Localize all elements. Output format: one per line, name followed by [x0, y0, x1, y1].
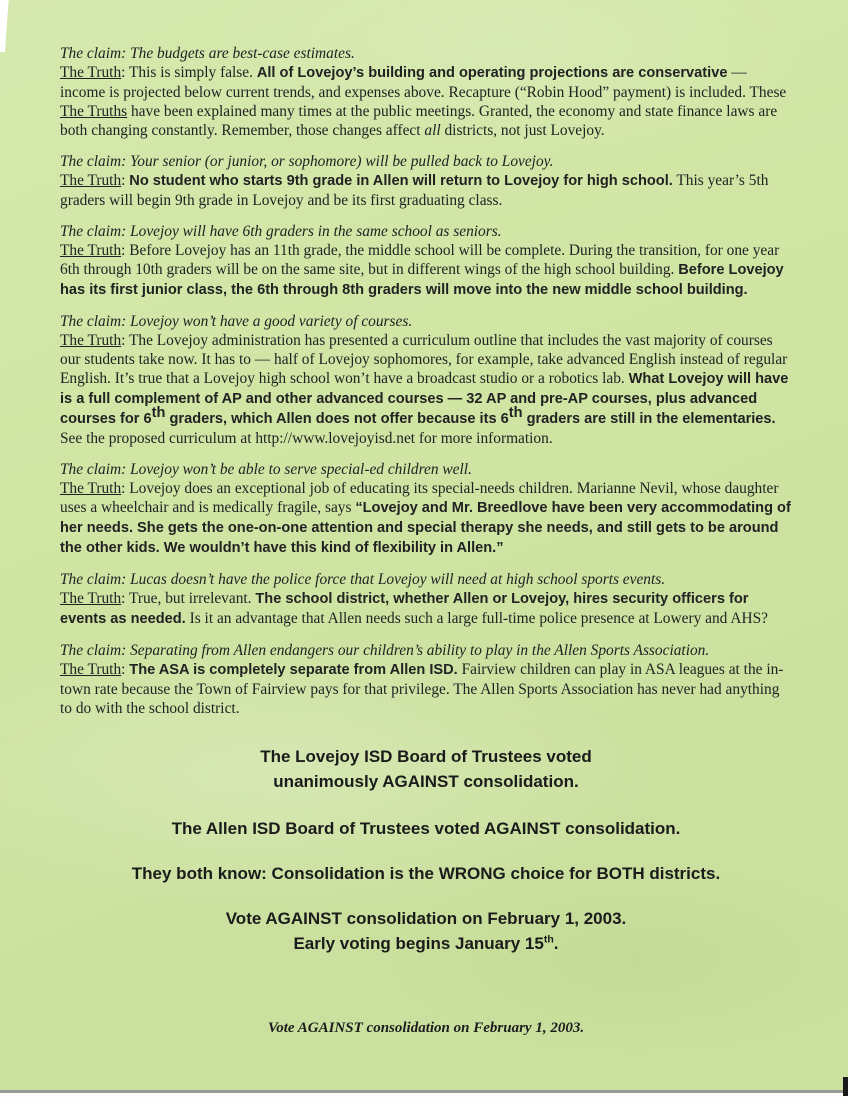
truth-rebuttal — [60, 660, 792, 718]
claim-section — [60, 312, 792, 448]
body-text: : True, but irrelevant. — [121, 590, 256, 607]
body-text: have been explained many times at the public meetings. Granted, the economy and state finance laws are both changing constantly. Remember, those changes affect — [60, 103, 778, 139]
body-text: unanimously AGAINST consolidation. — [273, 772, 579, 791]
claim-statement: The claim: Lovejoy will have 6th graders in the same school as seniors. — [60, 223, 502, 240]
claim-section — [60, 222, 792, 300]
emphasis-text: All of Lovejoy’s building and operating projections are conservative — [256, 65, 728, 81]
truth-rebuttal — [60, 171, 792, 210]
truth-rebuttal — [60, 63, 792, 140]
body-text: all — [424, 122, 441, 139]
body-text: : Lovejoy does an exceptional job of educating its special-needs children. Marianne Nevil, whose daughter uses a wheelchair and is medically fragile, says — [60, 480, 779, 516]
body-text: The Allen ISD Board of Trustees voted AGAINST consolidation. — [171, 819, 681, 838]
headline-1 — [60, 744, 792, 794]
footer-slogan: Vote AGAINST consolidation on February 1, 2003. — [267, 1020, 585, 1036]
scan-artifact-corner — [843, 1077, 848, 1096]
claim-section — [60, 570, 792, 629]
scan-edge-bottom — [0, 1093, 848, 1104]
body-text: — income is projected below current trends, and expenses above. Recapture (“Robin Hood” payment) is included. These — [60, 64, 787, 101]
body-text: : Before Lovejoy has an 11th grade, the middle school will be complete. During the transition, for one year 6th through 10th graders will be on the same site, but in different wings of the high school building. — [60, 242, 780, 278]
emphasis-text: The ASA is completely separate from Allen ISD. — [129, 662, 458, 678]
headline-3 — [60, 861, 792, 886]
claims-list — [60, 44, 792, 718]
headline-line — [60, 744, 792, 769]
headline-2 — [60, 816, 792, 841]
truth-label: The Truth — [60, 590, 122, 607]
body-text: See the proposed curriculum at http://www.lovejoyisd.net for more information. — [60, 430, 553, 447]
truth-label: The Truth — [60, 480, 122, 497]
emphasis-text: Before Lovejoy has its first junior class, the 6th through 8th graders will move into the new middle school building. — [60, 262, 784, 298]
headline-line — [60, 931, 792, 956]
body-text: Vote AGAINST consolidation on February 1, 2003. — [225, 909, 627, 928]
truth-rebuttal — [60, 331, 792, 448]
headline-line — [60, 906, 792, 931]
emphasis-text: “Lovejoy and Mr. Breedlove have been very accommodating of her needs. She gets the one-on-one attention and special therapy she needs, and still gets to be around the other kids. We wouldn’t have this kind of flexibility in Allen.” — [60, 500, 791, 556]
body-text: th — [543, 933, 554, 946]
claim-statement: The claim: Lucas doesn’t have the police force that Lovejoy will need at high school sports events. — [60, 571, 666, 588]
body-text: The Lovejoy ISD Board of Trustees voted — [260, 747, 592, 766]
truth-label: The Truth — [60, 172, 122, 189]
emphasis-text: graders, which Allen does not offer because its 6 — [165, 411, 509, 427]
body-text: districts, not just Lovejoy. — [440, 122, 605, 139]
headline-4 — [60, 906, 792, 956]
claim-section — [60, 641, 792, 718]
truth-label: The Truth — [60, 242, 122, 259]
claim-section — [60, 44, 792, 140]
claim-statement: The claim: The budgets are best-case estimates. — [60, 45, 355, 62]
emphasis-text: The school district, whether Allen or Lovejoy, hires security officers for events as needed. — [60, 591, 749, 627]
truth-label: The Truth — [60, 332, 122, 349]
claim-section — [60, 460, 792, 558]
body-text: Is it an advantage that Allen needs such a large full-time police presence at Lowery and AHS? — [185, 610, 768, 627]
emphasis-text: What Lovejoy will have is a full complement of AP and other advanced courses — 32 AP and pre-AP courses, plus advanced courses for 6 — [60, 371, 789, 427]
emphasis-text: th — [151, 404, 166, 421]
body-text: They both know: Consolidation is the WRONG choice for BOTH districts. — [131, 864, 721, 883]
claim-statement: The claim: Lovejoy won’t have a good variety of courses. — [60, 313, 413, 330]
claim-statement: The claim: Separating from Allen endangers our children’s ability to play in the Allen Sports Association. — [60, 642, 710, 659]
body-text: : — [121, 661, 130, 678]
body-text: Fairview children can play in ASA leagues at the in-town rate because the Town of Fairview pays for that privilege. The Allen Sports Association has never had anything to do with the school district. — [60, 661, 784, 717]
truth-label: The Truth — [60, 661, 122, 678]
truth-rebuttal — [60, 589, 792, 629]
body-text: : The Lovejoy administration has presented a curriculum outline that includes the vast majority of courses our students take now. It has to — half of Lovejoy sophomores, for example, take advanced English instead of regular English. It’s true that a Lovejoy high school won’t have a broadcast studio or a robotics lab. — [60, 332, 788, 387]
claim-statement: The claim: Your senior (or junior, or sophomore) will be pulled back to Lovejoy. — [60, 153, 554, 170]
headline-line — [60, 861, 792, 886]
headline-line — [60, 769, 792, 794]
body-text: . — [553, 934, 559, 953]
emphasis-text: graders are still in the elementaries. — [522, 411, 776, 427]
body-text: : — [121, 172, 130, 189]
body-text: Early voting begins January 15 — [293, 934, 544, 953]
claim-section — [60, 152, 792, 210]
truth-rebuttal — [60, 241, 792, 300]
claim-statement: The claim: Lovejoy won’t be able to serve special-ed children well. — [60, 461, 472, 478]
headline-line — [60, 816, 792, 841]
truth-label: The Truths — [60, 103, 128, 120]
emphasis-text: th — [508, 404, 523, 421]
emphasis-text: No student who starts 9th grade in Allen will return to Lovejoy for high school. — [129, 173, 673, 189]
headlines — [60, 744, 792, 956]
body-text: : This is simply false. — [121, 64, 257, 81]
truth-label: The Truth — [60, 64, 122, 81]
truth-rebuttal — [60, 479, 792, 558]
body-text: This year’s 5th graders will begin 9th grade in Lovejoy and be its first graduating class. — [60, 172, 769, 209]
